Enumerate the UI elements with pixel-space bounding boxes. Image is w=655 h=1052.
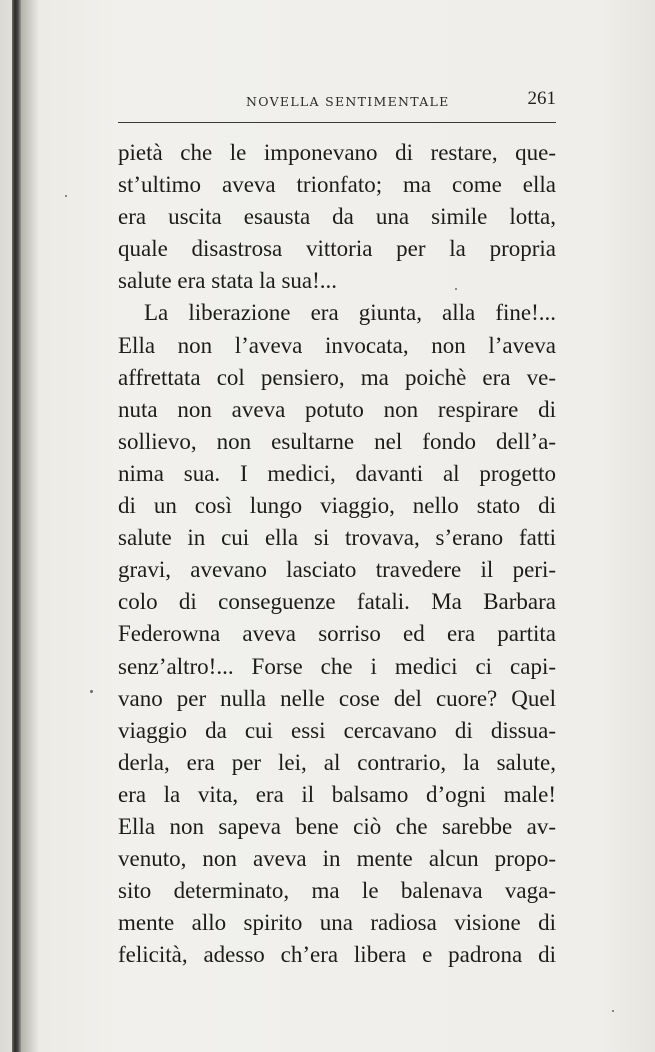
text-line: salute era stata la sua!... <box>118 268 338 294</box>
text-line: st’ultimo aveva trionfato; ma come ella <box>118 172 556 198</box>
paragraph-1 <box>118 137 556 297</box>
text-line: era uscita esausta da una simile lotta, <box>118 204 556 230</box>
body-text <box>118 137 556 971</box>
text-line: derla, era per lei, al contrario, la salute, <box>118 749 556 775</box>
text-line: pietà che le imponevano di restare, que- <box>118 140 556 165</box>
text-line: Ella non sapeva bene ciò che sarebbe av- <box>118 813 556 839</box>
text-line: Ella non l’aveva invocata, non l’aveva <box>118 332 556 358</box>
text-line: sollievo, non esultarne nel fondo dell’a- <box>118 428 556 454</box>
text-line: venuto, non aveva in mente alcun propo- <box>118 846 556 872</box>
binding-shadow <box>21 0 39 1052</box>
page-number: 261 <box>527 88 556 109</box>
text-line: salute in cui ella si trovava, s’erano fatti <box>118 525 556 551</box>
header-rule <box>118 122 556 123</box>
page-header <box>118 90 556 124</box>
text-line: era la vita, era il balsamo d’ogni male! <box>118 781 556 807</box>
text-line: nima sua. I medici, davanti al progetto <box>118 460 556 486</box>
text-line: vano per nulla nelle cose del cuore? Quel <box>118 685 556 711</box>
text-line: La liberazione era giunta, alla fine!... <box>144 300 556 326</box>
binding-edge <box>12 0 21 1052</box>
text-line: nuta non aveva potuto non respirare di <box>118 396 556 422</box>
paper-speck <box>455 288 457 290</box>
text-line: felicità, adesso ch’era libera e padrona di <box>118 942 556 968</box>
text-line: quale disastrosa vittoria per la propria <box>118 236 556 262</box>
text-line: senz’altro!... Forse che i medici ci capi- <box>118 653 556 679</box>
paper-speck <box>612 1010 614 1012</box>
text-line: sito determinato, ma le balenava vaga- <box>118 878 556 904</box>
paper-speck <box>65 195 67 197</box>
text-line: affrettata col pensiero, ma poichè era ve- <box>118 364 556 390</box>
paper-speck <box>90 690 93 693</box>
text-line: colo di conseguenze fatali. Ma Barbara <box>118 589 556 615</box>
text-line: di un così lungo viaggio, nello stato di <box>118 493 556 519</box>
text-line: mente allo spirito una radiosa visione di <box>118 910 556 936</box>
text-line: gravi, avevano lasciato travedere il peri- <box>118 557 556 583</box>
running-title: NOVELLA SENTIMENTALE <box>246 94 450 109</box>
text-line: viaggio da cui essi cercavano di dissua- <box>118 717 556 743</box>
paragraph-2 <box>118 297 556 971</box>
text-line: Federowna aveva sorriso ed era partita <box>118 621 556 647</box>
